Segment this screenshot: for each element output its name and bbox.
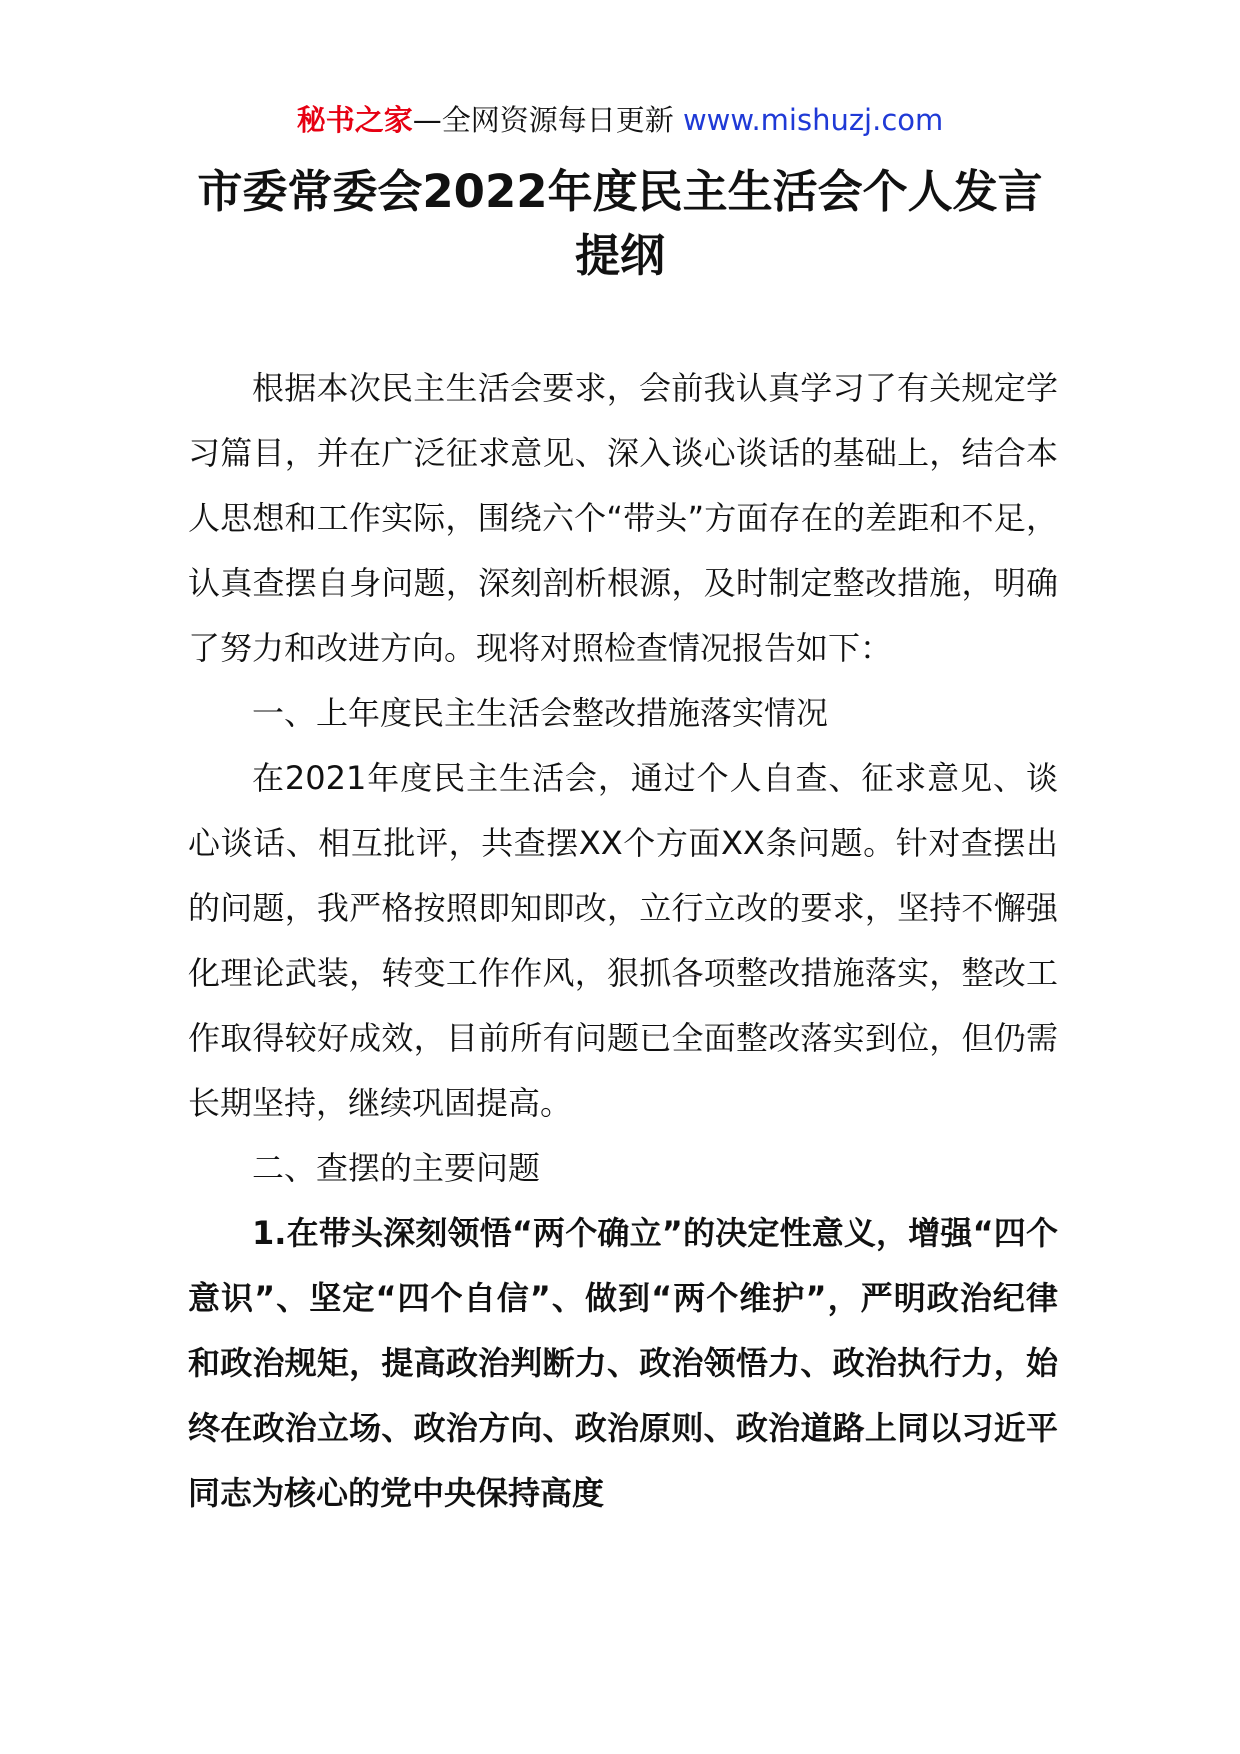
brand-name: 秘书之家 [296,103,413,137]
site-url: www.mishuzj.com [682,103,944,137]
document-title: 市委常委会2022年度民主生活会个人发言提纲 [197,165,1043,282]
intro-paragraph: 根据本次民主生活会要求，会前我认真学习了有关规定学习篇目，并在广泛征求意见、深入谈心谈话的基础上，结合本人思想和工作实际，围绕六个“带头”方面存在的差距和不足，认真查摆自身问题，深刻剖析根源，及时制定整改措施，明确了努力和改进方向。现将对照检查情况报告如下： [188,369,1058,667]
problem-item-1: 1.在带头深刻领悟“两个确立”的决定性意义，增强“四个意识”、坚定“四个自信”、做到“两个维护”，严明政治纪律和政治规矩，提高政治判断力、政治领悟力、政治执行力，始终在政治立场、政治方向、政治原则、政治道路上同以习近平同志为核心的党中央保持高度 [188,1214,1058,1512]
section-heading-1: 一、上年度民主生活会整改措施落实情况 [252,694,829,732]
section-heading-2: 二、查摆的主要问题 [252,1149,541,1187]
site-tagline: —全网资源每日更新 [412,103,683,137]
document-body [188,356,1058,1526]
site-header [0,100,1240,140]
section-1-paragraph: 在2021年度民主生活会，通过个人自查、征求意见、谈心谈话、相互批评，共查摆XX个方面XX条问题。针对查摆出的问题，我严格按照即知即改，立行立改的要求，坚持不懈强化理论武装，转变工作作风，狠抓各项整改措施落实，整改工作取得较好成效，目前所有问题已全面整改落实到位，但仍需长期坚持，继续巩固提高。 [188,759,1058,1122]
